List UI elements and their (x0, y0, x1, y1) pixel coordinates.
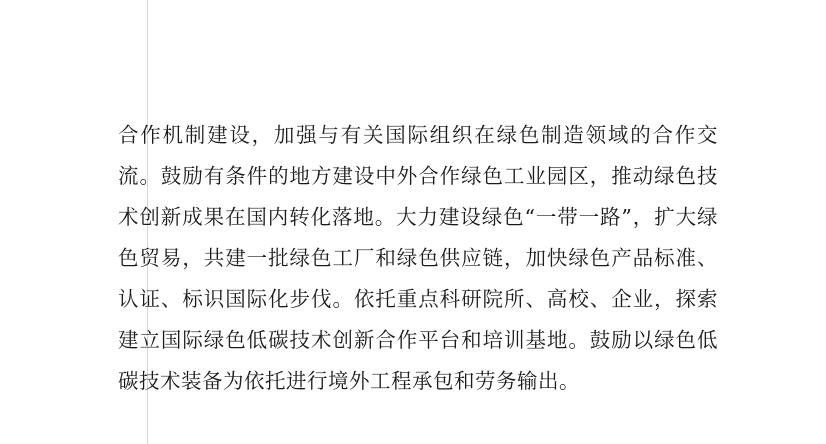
document-paragraph: 合作机制建设，加强与有关国际组织在绿色制造领域的合作交流。鼓励有条件的地方建设中外合作绿色工业园区，推动绿色技术创新成果在国内转化落地。大力建设绿色“一带一路”，扩大绿色贸易，共建一批绿色工厂和绿色供应链，加快绿色产品标准、认证、标识国际化步伐。依托重点科研院所、高校、企业，探索建立国际绿色低碳技术创新合作平台和培训基地。鼓励以绿色低碳技术装备为依托进行境外工程承包和劳务输出。 (118, 122, 718, 393)
